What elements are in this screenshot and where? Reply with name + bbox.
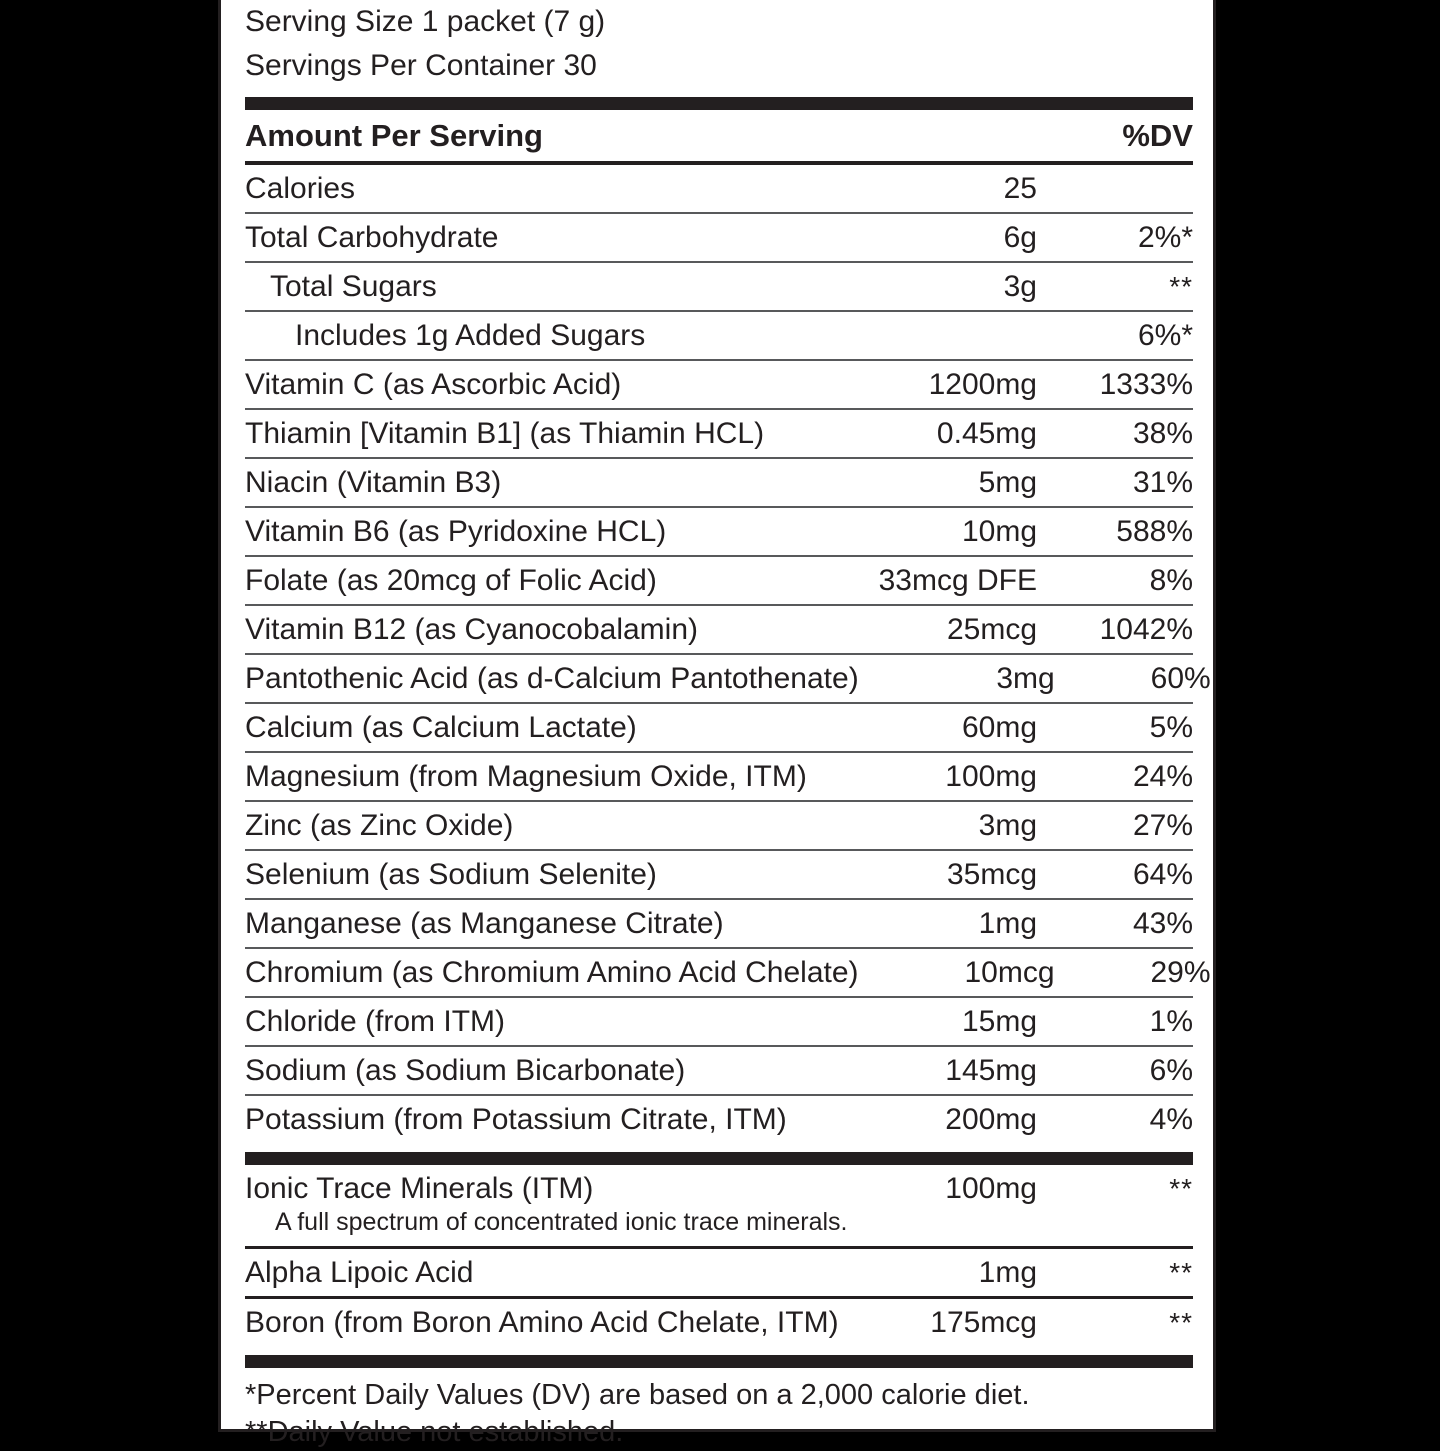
nutrient-amount: 175mcg xyxy=(930,1306,1037,1339)
nutrient-row xyxy=(239,263,1199,310)
nutrient-row xyxy=(239,214,1199,261)
nutrient-amount: 5mg xyxy=(978,466,1037,499)
nutrient-percent-dv: 29% xyxy=(1150,956,1211,989)
nutrient-amount: 145mg xyxy=(945,1054,1037,1087)
amount-per-serving-label: Amount Per Serving xyxy=(245,118,543,153)
nutrient-name: Chromium (as Chromium Amino Acid Chelate) xyxy=(245,956,859,989)
nutrient-percent-dv: 64% xyxy=(1132,858,1193,891)
nutrient-amount: 25 xyxy=(1003,172,1037,205)
nutrient-percent-dv: 6% xyxy=(1149,1054,1193,1087)
nutrition-facts-content xyxy=(221,0,1213,1451)
nutrient-name: Total Sugars xyxy=(270,270,437,303)
nutrient-row xyxy=(239,1249,1199,1296)
nutrient-name: Zinc (as Zinc Oxide) xyxy=(245,809,514,842)
footnotes-block xyxy=(239,1368,1199,1451)
nutrient-row xyxy=(239,655,1211,702)
nutrient-row xyxy=(239,1165,1199,1208)
nutrient-amount: 60mg xyxy=(961,711,1037,744)
nutrient-row xyxy=(239,1047,1199,1094)
nutrient-name: Boron (from Boron Amino Acid Chelate, ITM) xyxy=(245,1306,839,1339)
nutrient-amount: 3g xyxy=(1003,270,1037,303)
nutrient-name: Vitamin C (as Ascorbic Acid) xyxy=(245,368,622,401)
serving-size-line: Serving Size 1 packet (7 g) xyxy=(245,5,606,38)
nutrient-amount: 25mcg xyxy=(946,613,1037,646)
nutrient-amount: 1mg xyxy=(978,1256,1037,1289)
nutrient-amount: 35mcg xyxy=(946,858,1037,891)
nutrient-row xyxy=(239,557,1199,604)
nutrient-name: Alpha Lipoic Acid xyxy=(245,1256,474,1289)
nutrient-amount: 0.45mg xyxy=(936,417,1037,450)
nutrient-row xyxy=(239,998,1199,1045)
nutrient-row xyxy=(239,900,1199,947)
nutrient-percent-dv: 2%* xyxy=(1137,221,1193,254)
nutrient-amount: 3mg xyxy=(978,809,1037,842)
footnote-dv-not-established: **Daily Value not established. xyxy=(245,1416,624,1449)
nutrient-name: Vitamin B6 (as Pyridoxine HCL) xyxy=(245,515,667,548)
nutrient-name: Magnesium (from Magnesium Oxide, ITM) xyxy=(245,760,807,793)
servings-per-container-line: Servings Per Container 30 xyxy=(245,49,597,82)
nutrient-row xyxy=(239,1096,1199,1143)
nutrient-row xyxy=(239,459,1199,506)
nutrient-row xyxy=(239,165,1199,212)
nutrient-name: Chloride (from ITM) xyxy=(245,1005,506,1038)
nutrient-amount: 15mg xyxy=(961,1005,1037,1038)
nutrient-amount: 1200mg xyxy=(928,368,1037,401)
nutrient-amount: 10mcg xyxy=(964,956,1055,989)
divider-thick-top xyxy=(245,97,1193,110)
nutrient-percent-dv: 5% xyxy=(1149,711,1193,744)
nutrient-amount: 33mcg DFE xyxy=(878,564,1037,597)
nutrient-row xyxy=(239,949,1211,996)
nutrient-percent-dv: ** xyxy=(1169,1307,1193,1338)
nutrient-name: Thiamin [Vitamin B1] (as Thiamin HCL) xyxy=(245,417,765,450)
nutrient-name: Vitamin B12 (as Cyanocobalamin) xyxy=(245,613,699,646)
nutrient-percent-dv: 31% xyxy=(1132,466,1193,499)
nutrient-name: Manganese (as Manganese Citrate) xyxy=(245,907,724,940)
nutrient-row xyxy=(239,753,1199,800)
nutrient-percent-dv: 1% xyxy=(1149,1005,1193,1038)
nutrient-percent-dv: 8% xyxy=(1149,564,1193,597)
nutrient-amount: 3mg xyxy=(996,662,1055,695)
percent-dv-label: %DV xyxy=(1122,118,1193,153)
nutrient-rows xyxy=(239,165,1211,1143)
amount-per-serving-header xyxy=(239,110,1199,161)
nutrient-amount: 200mg xyxy=(945,1103,1037,1136)
nutrient-name: Potassium (from Potassium Citrate, ITM) xyxy=(245,1103,787,1136)
nutrient-row xyxy=(239,851,1199,898)
nutrient-row xyxy=(239,508,1199,555)
nutrient-name: Total Carbohydrate xyxy=(245,221,499,254)
nutrient-amount: 100mg xyxy=(945,760,1037,793)
nutrient-percent-dv: ** xyxy=(1169,271,1193,302)
nutrient-row xyxy=(239,704,1199,751)
nutrient-percent-dv: 4% xyxy=(1149,1103,1193,1136)
nutrient-percent-dv: 6%* xyxy=(1137,319,1193,352)
nutrient-percent-dv: 1042% xyxy=(1099,613,1193,646)
nutrient-row xyxy=(239,361,1199,408)
nutrient-percent-dv: 43% xyxy=(1132,907,1193,940)
nutrient-row xyxy=(239,1299,1199,1346)
nutrient-row xyxy=(239,312,1199,359)
nutrient-name: Calories xyxy=(245,172,356,205)
divider-thick-footnotes xyxy=(245,1355,1193,1368)
footnote-percent-dv: *Percent Daily Values (DV) are based on a 2,000 calorie diet. xyxy=(245,1379,1030,1411)
nutrient-name: Includes 1g Added Sugars xyxy=(295,319,646,352)
nutrient-name: Calcium (as Calcium Lactate) xyxy=(245,711,637,744)
nutrient-row xyxy=(239,802,1199,849)
nutrient-row xyxy=(239,606,1199,653)
nutrient-percent-dv: 60% xyxy=(1150,662,1211,695)
nutrient-amount: 6g xyxy=(1003,221,1037,254)
divider-thick-other-ingredients xyxy=(245,1152,1193,1165)
ingredient-description: A full spectrum of concentrated ionic trace minerals. xyxy=(275,1208,848,1236)
nutrient-percent-dv: 1333% xyxy=(1099,368,1193,401)
nutrient-name: Pantothenic Acid (as d-Calcium Pantothenate) xyxy=(245,662,859,695)
nutrient-name: Selenium (as Sodium Selenite) xyxy=(245,858,657,891)
nutrient-name: Folate (as 20mcg of Folic Acid) xyxy=(245,564,657,597)
nutrient-name: Ionic Trace Minerals (ITM) xyxy=(245,1172,594,1205)
nutrition-facts-panel xyxy=(218,0,1216,1449)
other-ingredient-rows xyxy=(239,1165,1199,1346)
nutrient-percent-dv: 588% xyxy=(1116,515,1193,548)
nutrient-percent-dv: ** xyxy=(1169,1257,1193,1288)
nutrient-amount: 100mg xyxy=(945,1172,1037,1205)
nutrient-percent-dv: ** xyxy=(1169,1173,1193,1204)
nutrient-percent-dv: 24% xyxy=(1132,760,1193,793)
nutrient-name: Niacin (Vitamin B3) xyxy=(245,466,502,499)
nutrient-name: Sodium (as Sodium Bicarbonate) xyxy=(245,1054,686,1087)
nutrient-row xyxy=(239,410,1199,457)
nutrient-percent-dv: 27% xyxy=(1132,809,1193,842)
nutrient-amount: 10mg xyxy=(961,515,1037,548)
nutrient-percent-dv: 38% xyxy=(1132,417,1193,450)
nutrient-amount: 1mg xyxy=(978,907,1037,940)
